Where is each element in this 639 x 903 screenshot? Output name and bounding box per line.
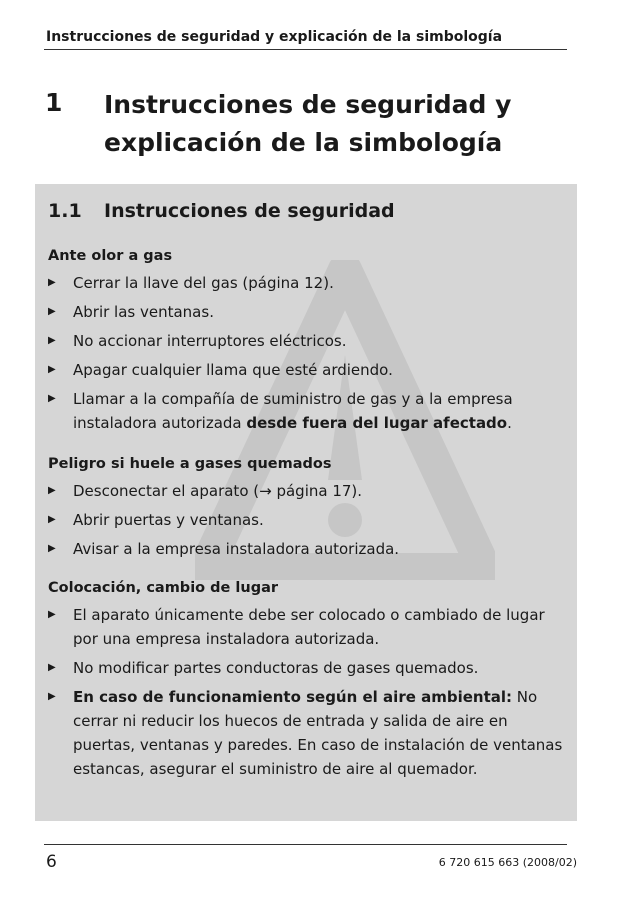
placement-heading: Colocación, cambio de lugar bbox=[48, 580, 279, 596]
list-item bbox=[48, 479, 568, 503]
list-item bbox=[48, 656, 568, 680]
list-item-text: Llamar a la compañía de suministro de gas y a la empresa instaladora autorizada bbox=[73, 390, 513, 432]
triangle-right-bullet-icon: ▶ bbox=[48, 485, 56, 496]
gas-smell-block bbox=[48, 242, 568, 440]
triangle-right-bullet-icon: ▶ bbox=[48, 306, 56, 317]
gas-smell-heading: Ante olor a gas bbox=[48, 248, 173, 264]
chapter-number: 1 bbox=[45, 88, 63, 117]
triangle-right-bullet-icon: ▶ bbox=[48, 364, 56, 375]
arrow-right-icon: → bbox=[259, 482, 272, 500]
triangle-right-bullet-icon: ▶ bbox=[48, 335, 56, 346]
list-item-text: Abrir las ventanas. bbox=[73, 303, 214, 321]
header-divider bbox=[44, 49, 567, 50]
list-item-text-end: . bbox=[507, 414, 512, 432]
list-item bbox=[48, 329, 568, 353]
list-item-text: Abrir puertas y ventanas. bbox=[73, 511, 264, 529]
page-number: 6 bbox=[46, 852, 57, 872]
triangle-right-bullet-icon: ▶ bbox=[48, 609, 56, 620]
triangle-right-bullet-icon: ▶ bbox=[48, 691, 56, 702]
list-item-text: El aparato únicamente debe ser colocado o cambiado de lugar por una empresa instaladora autorizada. bbox=[73, 606, 545, 648]
running-header: Instrucciones de seguridad y explicación de la simbología bbox=[46, 29, 503, 45]
list-item bbox=[48, 300, 568, 324]
emphasis-text: desde fuera del lugar afectado bbox=[246, 414, 508, 432]
list-item-text: No cerrar ni reducir los huecos de entrada y salida de aire en puertas, ventanas y paredes. En caso de instalación de ventanas estancas, asegurar el suministro de aire al quemador. bbox=[73, 688, 563, 778]
list-item bbox=[48, 537, 568, 561]
list-item bbox=[48, 685, 568, 781]
chapter-title: Instrucciones de seguridad y explicación de la simbología bbox=[104, 90, 512, 157]
flue-gas-heading: Peligro si huele a gases quemados bbox=[48, 456, 332, 472]
list-item-text: Cerrar la llave del gas (página 12). bbox=[73, 274, 334, 292]
list-item bbox=[48, 358, 568, 382]
footer-divider bbox=[44, 844, 567, 845]
list-item bbox=[48, 603, 568, 651]
list-item-text: Desconectar el aparato ( bbox=[73, 482, 260, 500]
list-item-text-end: página 17). bbox=[271, 482, 363, 500]
section-number: 1.1 bbox=[48, 200, 82, 222]
emphasis-text: En caso de funcionamiento según el aire ambiental: bbox=[73, 688, 513, 706]
document-code: 6 720 615 663 (2008/02) bbox=[438, 856, 577, 869]
placement-block bbox=[48, 574, 568, 786]
flue-gas-block bbox=[48, 450, 568, 566]
triangle-right-bullet-icon: ▶ bbox=[48, 393, 56, 404]
section-title: Instrucciones de seguridad bbox=[104, 200, 395, 222]
list-item bbox=[48, 387, 568, 435]
list-item-text: Avisar a la empresa instaladora autorizada. bbox=[73, 540, 400, 558]
triangle-right-bullet-icon: ▶ bbox=[48, 277, 56, 288]
triangle-right-bullet-icon: ▶ bbox=[48, 514, 56, 525]
triangle-right-bullet-icon: ▶ bbox=[48, 543, 56, 554]
list-item-text: No modificar partes conductoras de gases quemados. bbox=[73, 659, 479, 677]
list-item-text: No accionar interruptores eléctricos. bbox=[73, 332, 347, 350]
list-item-text: Apagar cualquier llama que esté ardiendo. bbox=[73, 361, 393, 379]
list-item bbox=[48, 508, 568, 532]
list-item bbox=[48, 271, 568, 295]
triangle-right-bullet-icon: ▶ bbox=[48, 662, 56, 673]
